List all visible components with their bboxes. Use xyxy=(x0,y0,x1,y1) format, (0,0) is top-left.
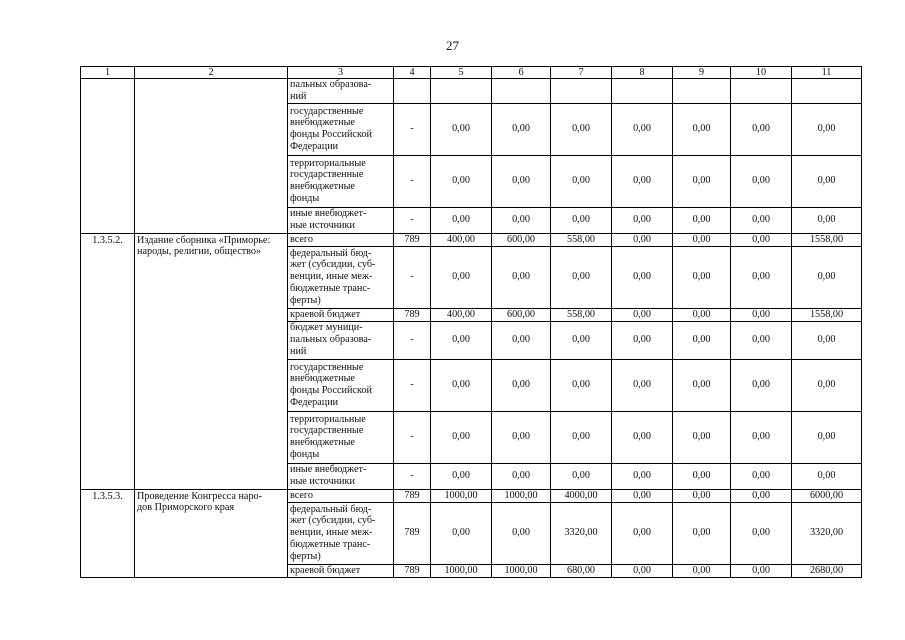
column-header-7: 7 xyxy=(551,67,612,79)
funding-source: бюджет муници- пальных образова- ний xyxy=(288,321,394,359)
column-header-9: 9 xyxy=(673,67,731,79)
value-cell-8: 0,00 xyxy=(612,155,673,207)
value-cell-7: 0,00 xyxy=(551,463,612,489)
value-cell-6 xyxy=(492,79,551,104)
value-cell-4: 789 xyxy=(394,564,431,577)
value-cell-7: 3320,00 xyxy=(551,502,612,564)
value-cell-10: 0,00 xyxy=(731,308,792,321)
value-cell-10: 0,00 xyxy=(731,233,792,246)
value-cell-5: 0,00 xyxy=(431,359,492,411)
value-cell-5: 0,00 xyxy=(431,246,492,308)
value-cell-6: 1000,00 xyxy=(492,489,551,502)
value-cell-7: 558,00 xyxy=(551,308,612,321)
value-cell-6: 600,00 xyxy=(492,233,551,246)
column-header-1: 1 xyxy=(81,67,135,79)
value-cell-5: 400,00 xyxy=(431,308,492,321)
value-cell-9: 0,00 xyxy=(673,155,731,207)
value-cell-7: 0,00 xyxy=(551,207,612,233)
value-cell-4: - xyxy=(394,246,431,308)
value-cell-4: - xyxy=(394,321,431,359)
value-cell-8: 0,00 xyxy=(612,411,673,463)
value-cell-11: 6000,00 xyxy=(792,489,862,502)
code-cell xyxy=(81,79,135,234)
value-cell-9: 0,00 xyxy=(673,233,731,246)
value-cell-10: 0,00 xyxy=(731,359,792,411)
value-cell-6: 600,00 xyxy=(492,308,551,321)
value-cell-5: 0,00 xyxy=(431,411,492,463)
value-cell-9: 0,00 xyxy=(673,207,731,233)
value-cell-5: 1000,00 xyxy=(431,564,492,577)
value-cell-10: 0,00 xyxy=(731,411,792,463)
value-cell-9: 0,00 xyxy=(673,246,731,308)
value-cell-8: 0,00 xyxy=(612,246,673,308)
funding-source: иные внебюджет- ные источники xyxy=(288,207,394,233)
value-cell-11: 0,00 xyxy=(792,207,862,233)
value-cell-4: - xyxy=(394,207,431,233)
value-cell-6: 0,00 xyxy=(492,103,551,155)
value-cell-8 xyxy=(612,79,673,104)
value-cell-8: 0,00 xyxy=(612,321,673,359)
item-name: Издание сборника «Приморье: народы, религии, общество» xyxy=(135,233,288,489)
item-code: 1.3.5.3. xyxy=(81,489,135,577)
value-cell-11: 0,00 xyxy=(792,155,862,207)
value-cell-9: 0,00 xyxy=(673,489,731,502)
value-cell-9: 0,00 xyxy=(673,103,731,155)
value-cell-8: 0,00 xyxy=(612,359,673,411)
value-cell-11: 1558,00 xyxy=(792,308,862,321)
value-cell-7: 0,00 xyxy=(551,246,612,308)
value-cell-4: 789 xyxy=(394,233,431,246)
value-cell-4: 789 xyxy=(394,308,431,321)
value-cell-9 xyxy=(673,79,731,104)
column-header-11: 11 xyxy=(792,67,862,79)
value-cell-7: 0,00 xyxy=(551,103,612,155)
value-cell-8: 0,00 xyxy=(612,233,673,246)
value-cell-9: 0,00 xyxy=(673,463,731,489)
value-cell-7 xyxy=(551,79,612,104)
value-cell-7: 680,00 xyxy=(551,564,612,577)
value-cell-5: 0,00 xyxy=(431,463,492,489)
value-cell-10: 0,00 xyxy=(731,155,792,207)
value-cell-9: 0,00 xyxy=(673,308,731,321)
value-cell-5: 0,00 xyxy=(431,155,492,207)
value-cell-10: 0,00 xyxy=(731,207,792,233)
value-cell-6: 0,00 xyxy=(492,207,551,233)
table-row xyxy=(81,233,862,246)
value-cell-9: 0,00 xyxy=(673,502,731,564)
funding-source: краевой бюджет xyxy=(288,564,394,577)
value-cell-4: - xyxy=(394,411,431,463)
value-cell-9: 0,00 xyxy=(673,411,731,463)
value-cell-7: 0,00 xyxy=(551,359,612,411)
funding-source: государственные внебюджетные фонды Российской Федерации xyxy=(288,359,394,411)
value-cell-9: 0,00 xyxy=(673,564,731,577)
value-cell-9: 0,00 xyxy=(673,359,731,411)
funding-source: пальных образова- ний xyxy=(288,79,394,104)
column-header-6: 6 xyxy=(492,67,551,79)
value-cell-5: 1000,00 xyxy=(431,489,492,502)
value-cell-5: 0,00 xyxy=(431,207,492,233)
funding-source: всего xyxy=(288,233,394,246)
value-cell-5: 0,00 xyxy=(431,321,492,359)
value-cell-5: 0,00 xyxy=(431,502,492,564)
value-cell-11: 0,00 xyxy=(792,321,862,359)
value-cell-7: 558,00 xyxy=(551,233,612,246)
funding-source: государственные внебюджетные фонды Российской Федерации xyxy=(288,103,394,155)
value-cell-4: 789 xyxy=(394,502,431,564)
value-cell-5 xyxy=(431,79,492,104)
column-header-3: 3 xyxy=(288,67,394,79)
value-cell-4 xyxy=(394,79,431,104)
value-cell-4: 789 xyxy=(394,489,431,502)
value-cell-10: 0,00 xyxy=(731,321,792,359)
funding-source: иные внебюджет- ные источники xyxy=(288,463,394,489)
value-cell-10 xyxy=(731,79,792,104)
table-row xyxy=(81,79,862,104)
value-cell-5: 400,00 xyxy=(431,233,492,246)
value-cell-11: 0,00 xyxy=(792,463,862,489)
funding-source: федеральный бюд- жет (субсидии, суб- венции, иные меж- бюджетные транс- ферты) xyxy=(288,246,394,308)
column-header-2: 2 xyxy=(135,67,288,79)
value-cell-8: 0,00 xyxy=(612,207,673,233)
value-cell-10: 0,00 xyxy=(731,502,792,564)
value-cell-6: 0,00 xyxy=(492,411,551,463)
page-number: 27 xyxy=(446,38,459,53)
column-header-10: 10 xyxy=(731,67,792,79)
name-cell xyxy=(135,79,288,234)
funding-source: территориальные государственные внебюджетные фонды xyxy=(288,411,394,463)
value-cell-7: 0,00 xyxy=(551,321,612,359)
value-cell-6: 0,00 xyxy=(492,246,551,308)
value-cell-6: 0,00 xyxy=(492,359,551,411)
value-cell-6: 0,00 xyxy=(492,321,551,359)
value-cell-6: 1000,00 xyxy=(492,564,551,577)
value-cell-5: 0,00 xyxy=(431,103,492,155)
value-cell-6: 0,00 xyxy=(492,463,551,489)
value-cell-8: 0,00 xyxy=(612,564,673,577)
value-cell-7: 4000,00 xyxy=(551,489,612,502)
value-cell-4: - xyxy=(394,359,431,411)
table-body xyxy=(81,67,862,578)
value-cell-11: 3320,00 xyxy=(792,502,862,564)
item-name: Проведение Конгресса наро- дов Приморского края xyxy=(135,489,288,577)
value-cell-10: 0,00 xyxy=(731,564,792,577)
value-cell-8: 0,00 xyxy=(612,308,673,321)
value-cell-11: 2680,00 xyxy=(792,564,862,577)
value-cell-8: 0,00 xyxy=(612,502,673,564)
value-cell-10: 0,00 xyxy=(731,489,792,502)
value-cell-11: 0,00 xyxy=(792,411,862,463)
column-number-row xyxy=(81,67,862,79)
funding-source: краевой бюджет xyxy=(288,308,394,321)
funding-source: территориальные государственные внебюджетные фонды xyxy=(288,155,394,207)
value-cell-11: 0,00 xyxy=(792,359,862,411)
funding-source: федеральный бюд- жет (субсидии, суб- венции, иные меж- бюджетные транс- ферты) xyxy=(288,502,394,564)
table-row xyxy=(81,489,862,502)
item-code: 1.3.5.2. xyxy=(81,233,135,489)
column-header-5: 5 xyxy=(431,67,492,79)
value-cell-8: 0,00 xyxy=(612,489,673,502)
value-cell-6: 0,00 xyxy=(492,502,551,564)
column-header-4: 4 xyxy=(394,67,431,79)
column-header-8: 8 xyxy=(612,67,673,79)
value-cell-10: 0,00 xyxy=(731,246,792,308)
value-cell-10: 0,00 xyxy=(731,103,792,155)
value-cell-11 xyxy=(792,79,862,104)
value-cell-8: 0,00 xyxy=(612,463,673,489)
value-cell-6: 0,00 xyxy=(492,155,551,207)
value-cell-7: 0,00 xyxy=(551,155,612,207)
value-cell-11: 0,00 xyxy=(792,246,862,308)
budget-table xyxy=(80,66,862,578)
value-cell-9: 0,00 xyxy=(673,321,731,359)
value-cell-4: - xyxy=(394,155,431,207)
value-cell-10: 0,00 xyxy=(731,463,792,489)
value-cell-4: - xyxy=(394,463,431,489)
value-cell-8: 0,00 xyxy=(612,103,673,155)
value-cell-4: - xyxy=(394,103,431,155)
value-cell-11: 1558,00 xyxy=(792,233,862,246)
value-cell-7: 0,00 xyxy=(551,411,612,463)
value-cell-11: 0,00 xyxy=(792,103,862,155)
funding-source: всего xyxy=(288,489,394,502)
